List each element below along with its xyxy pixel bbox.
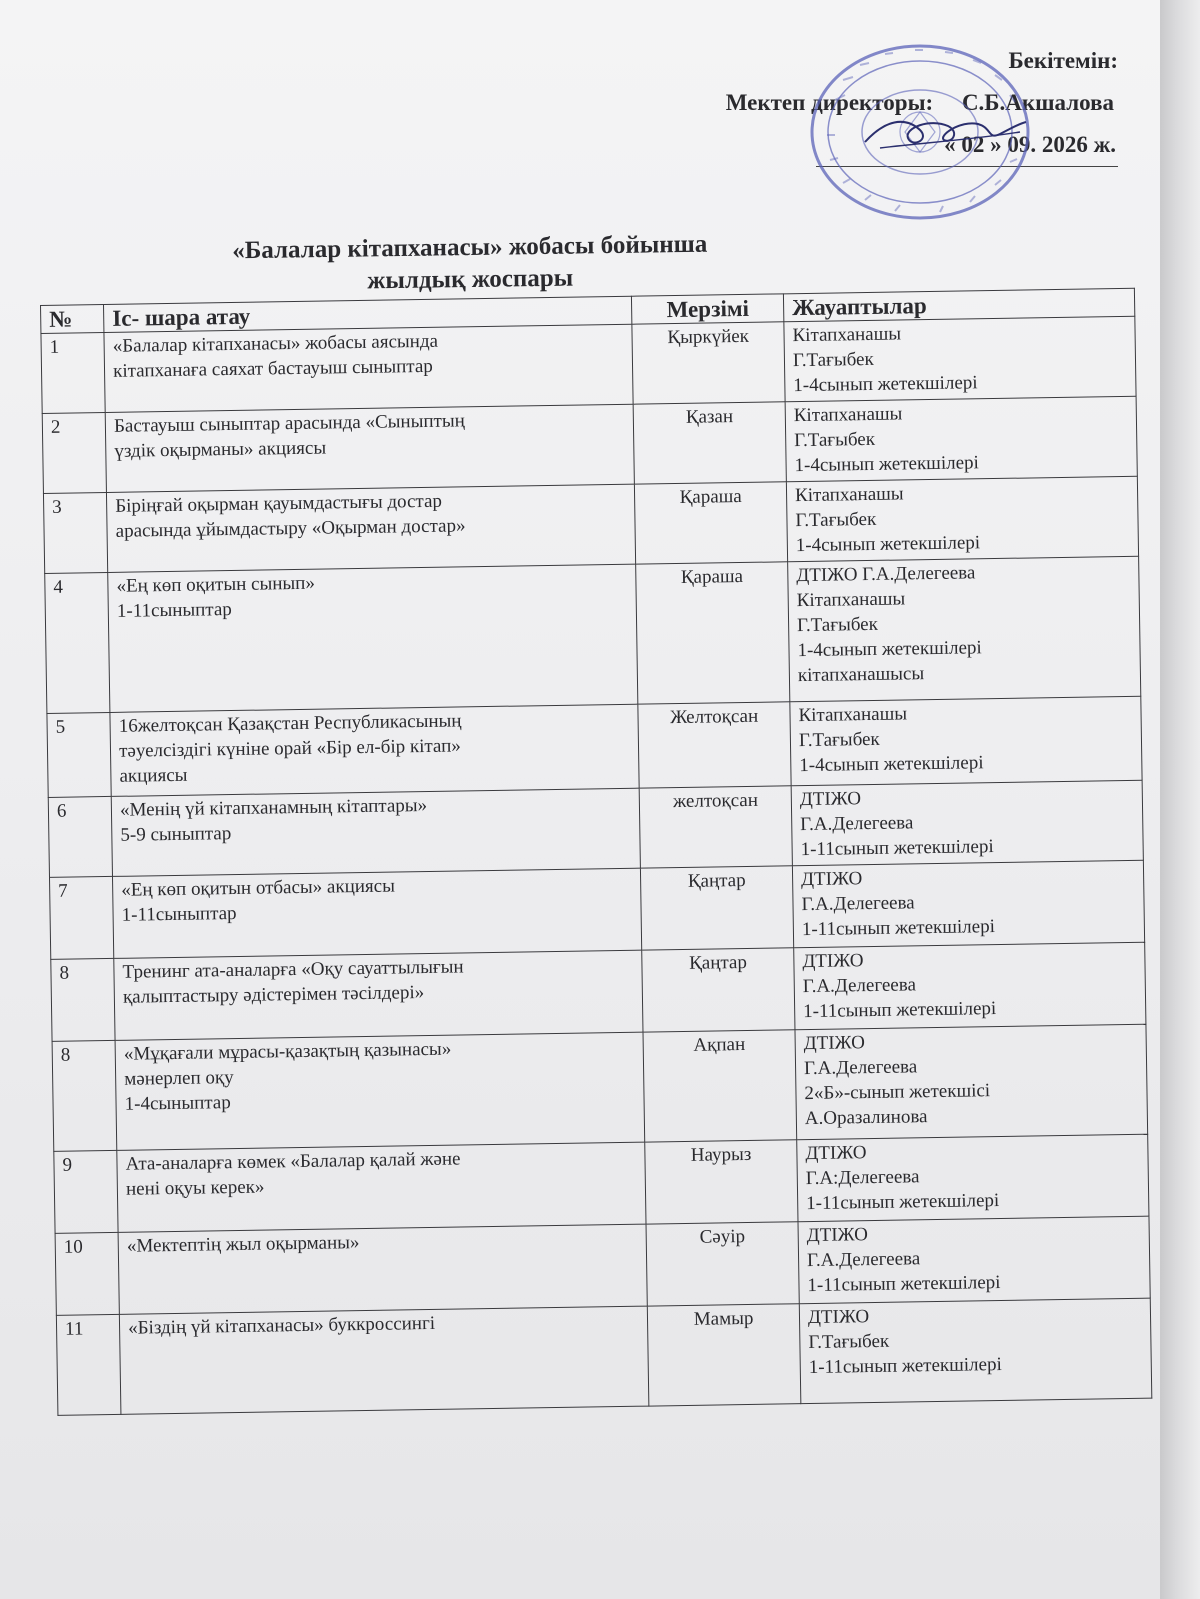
row-responsible: ДТІЖО Г.А:Делегеева 1-11сынып жетекшілері (797, 1134, 1149, 1222)
plan-table (40, 288, 1152, 1416)
row-responsible: ДТІЖО Г.А.Делегеева 2«Б»-сынып жетекшісі А.Оразалинова (795, 1024, 1148, 1140)
director-name: С.Б.Акшалова (961, 90, 1114, 115)
row-responsible: ДТІЖО Г.А.Делегеева 1-11сынып жетекшілері (794, 942, 1146, 1030)
row-responsible: ДТІЖО Г.А.Делегеева 1-11сынып жетекшілері (791, 780, 1143, 866)
row-responsible: ДТІЖО Г.А.Делегеева 1-11сынып жетекшілері (792, 860, 1144, 948)
row-term: Ақпан (643, 1030, 796, 1142)
row-event: Біріңғай оқырман қауымдастығы достар арасында ұйымдастыру «Оқырман достар» (107, 484, 636, 572)
row-event: «Біздің үй кітапханасы» буккроссингі (119, 1306, 649, 1414)
row-responsible: ДТІЖО Г.А.Делегеева Кітапханашы Г.Тағыбек 1-4сынып жетекшілері кітапханашысы (788, 556, 1141, 701)
row-term: Қаңтар (642, 948, 795, 1032)
table-row (52, 1024, 1148, 1151)
header-number: № (41, 305, 105, 334)
row-number: 5 (47, 712, 111, 797)
row-event: «Мектептің жыл оқырманы» (118, 1224, 647, 1314)
document-title (180, 228, 761, 300)
row-term: Қараша (635, 482, 788, 564)
row-term: Мамыр (648, 1304, 801, 1406)
row-responsible: Кітапханашы Г.Тағыбек 1-4сынып жетекшілері (784, 316, 1136, 402)
row-event: 16желтоқсан Қазақстан Республикасының тәуелсіздігі күніне орай «Бір ел-бір кітап» акциясы (110, 704, 639, 796)
row-responsible: ДТІЖО Г.Тағыбек 1-11сынып жетекшілері (799, 1298, 1152, 1404)
row-responsible: Кітапханашы Г.Тағыбек 1-4сынып жетекшілері (790, 696, 1142, 786)
row-term: Қаңтар (641, 866, 794, 950)
row-event: «Ең көп оқитын отбасы» акциясы 1-11сыныптар (113, 868, 642, 958)
row-number: 4 (45, 572, 110, 713)
row-number: 9 (54, 1150, 118, 1233)
title-line-2: жылдық жоспары (367, 264, 574, 295)
table-row (45, 556, 1141, 713)
row-event: Тренинг ата-аналарға «Оқу сауаттылығын қалыптастыру әдістерімен тәсілдері» (114, 950, 643, 1040)
title-line-1: «Балалар кітапханасы» жобасы бойынша (232, 230, 708, 265)
row-event: «Балалар кітапханасы» жобасы аясында кітапханаға саяхат бастауыш сыныптар (104, 324, 633, 412)
director-signature (860, 110, 1030, 155)
row-number: 11 (56, 1314, 121, 1415)
page-edge (1160, 0, 1200, 1599)
approval-heading: Бекітемін: (1008, 48, 1118, 73)
header-event: Іс- шара атау (104, 296, 633, 332)
row-term: желтоқсан (639, 786, 792, 868)
row-term: Сәуір (646, 1222, 799, 1306)
row-event: Бастауыш сыныптар арасында «Сыныптың үздік оқырманы» акциясы (105, 404, 634, 492)
row-responsible: ДТІЖО Г.А.Делегеева 1-11сынып жетекшілері (798, 1216, 1150, 1304)
row-number: 1 (41, 332, 105, 413)
row-number: 2 (42, 412, 106, 493)
row-term: Наурыз (645, 1140, 798, 1224)
row-event: «Ең көп оқитын сынып» 1-11сыныптар (108, 564, 638, 712)
header-term: Мерзімі (632, 294, 784, 324)
row-responsible: Кітапханашы Г.Тағыбек 1-4сынып жетекшілері (785, 396, 1137, 482)
header-responsible: Жауаптылар (783, 288, 1134, 322)
row-term: Желтоқсан (638, 702, 791, 788)
row-number: 10 (55, 1232, 119, 1315)
row-event: Ата-аналарға көмек «Балалар қалай және нені оқуы керек» (117, 1142, 646, 1232)
row-number: 3 (43, 492, 107, 573)
row-responsible: Кітапханашы Г.Тағыбек 1-4сынып жетекшілері (786, 476, 1138, 562)
row-term: Қазан (633, 402, 786, 484)
approval-date: « 02 » 09. 2026 ж. (816, 124, 1118, 167)
row-event: «Мұқағали мұрасы-қазақтың қазынасы» мәнерлеп оқу 1-4сыныптар (115, 1032, 645, 1150)
director-label: Мектеп директоры: (725, 90, 934, 115)
row-term: Қараша (636, 562, 790, 704)
row-term: Қыркүйек (632, 322, 785, 404)
row-number: 7 (49, 876, 113, 959)
row-number: 8 (52, 1040, 117, 1151)
row-number: 8 (51, 958, 115, 1041)
row-event: «Менің үй кітапханамның кітаптары» 5-9 сыныптар (111, 788, 640, 876)
row-number: 6 (48, 796, 112, 877)
table-row (56, 1298, 1151, 1415)
